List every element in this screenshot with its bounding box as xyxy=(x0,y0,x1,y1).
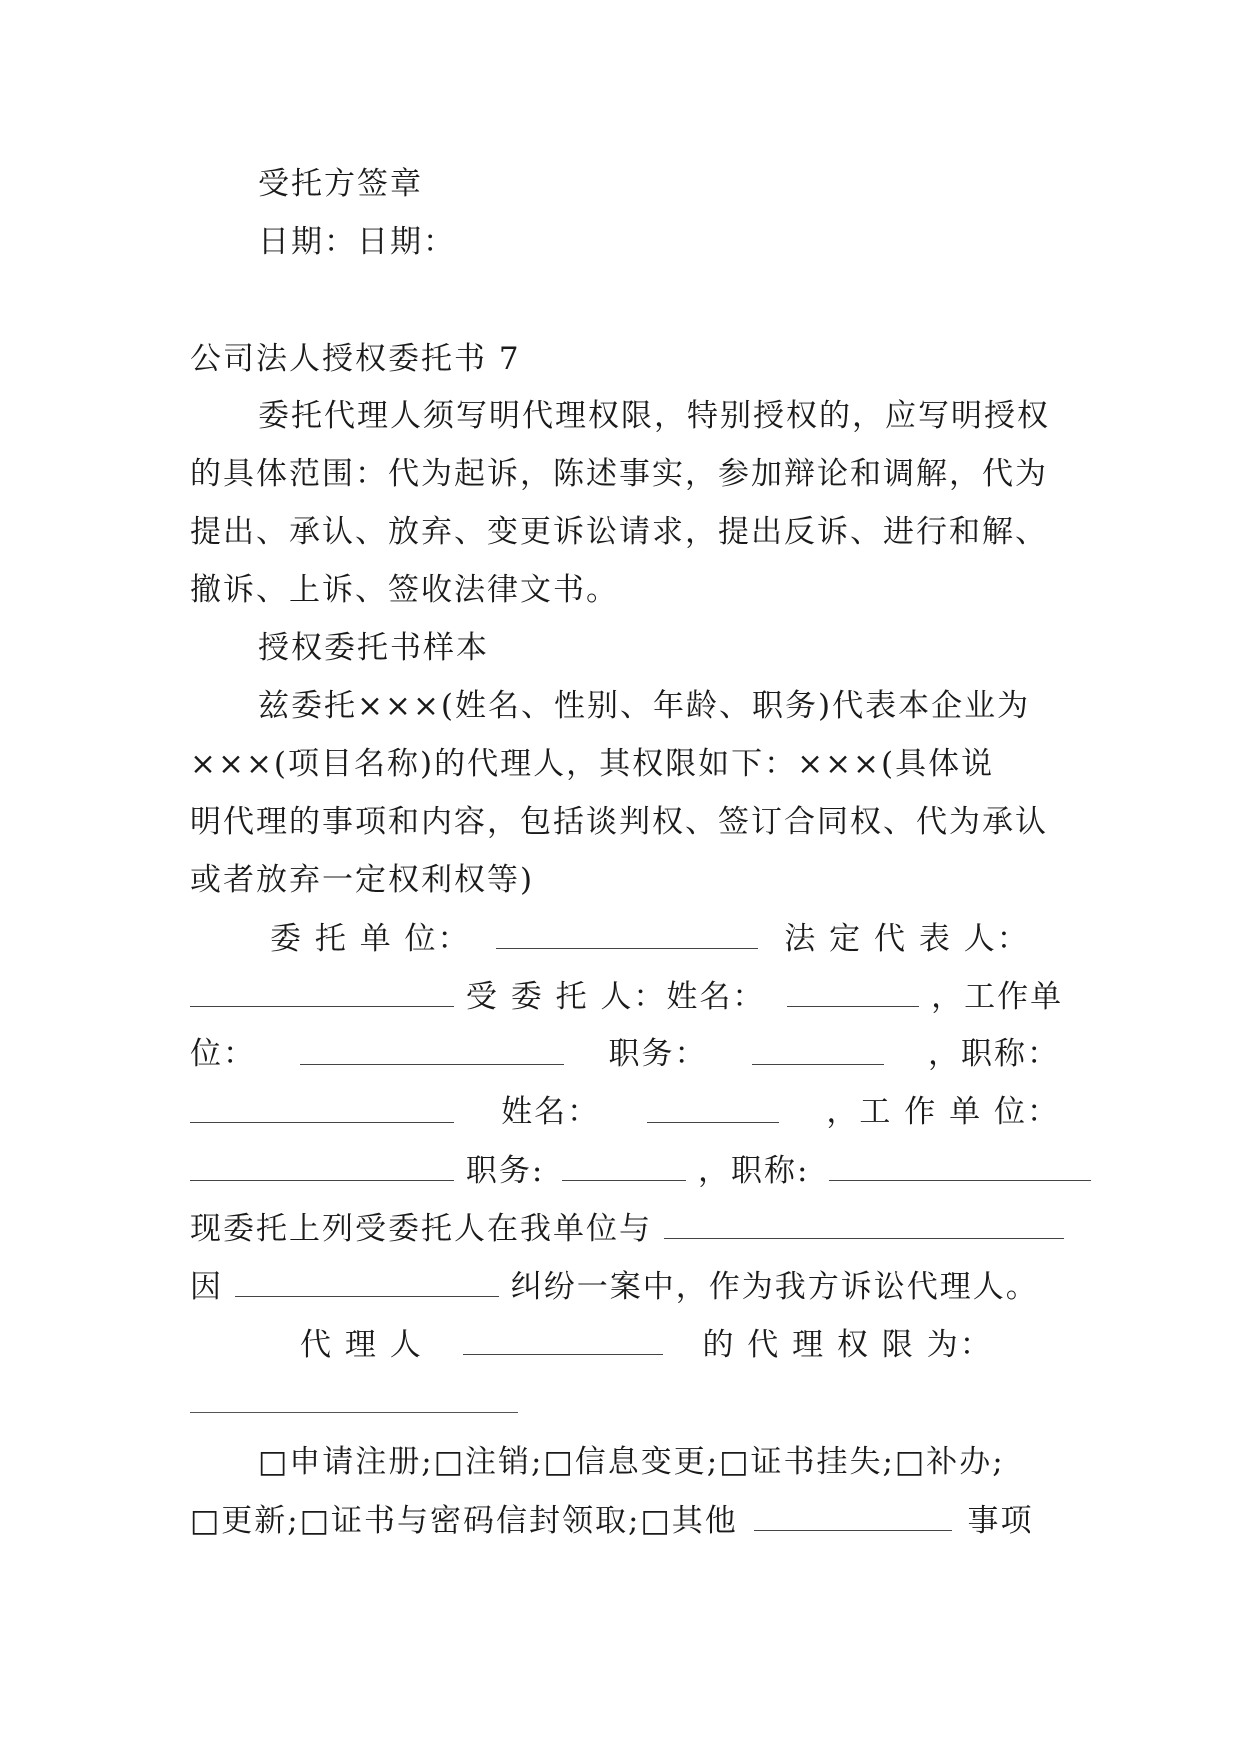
options-line-2 xyxy=(190,1500,1060,1541)
entrust-now-text: 现委托上列受委托人在我单位与 xyxy=(190,1211,652,1247)
entrusting-unit-label: 委 托 单 位： xyxy=(270,921,471,957)
sample-line-1: 兹委托×××(姓名、性别、年龄、职务)代表本企业为 xyxy=(258,688,1031,724)
trustee-label: 受 委 托 人：姓名： xyxy=(465,979,766,1015)
form-row-5 xyxy=(190,1150,1060,1191)
authority-blank[interactable] xyxy=(190,1412,518,1413)
legal-rep-blank[interactable] xyxy=(190,976,454,1007)
other-blank[interactable] xyxy=(754,1500,952,1531)
form-row-1 xyxy=(270,918,1060,959)
sample-line-4: 或者放弃一定权利权等) xyxy=(190,862,535,898)
agent-label: 代 理 人 xyxy=(300,1327,423,1363)
form-row-4 xyxy=(190,1092,1060,1132)
post-blank-1[interactable] xyxy=(752,1034,884,1065)
work-unit-blank-2[interactable] xyxy=(190,1150,454,1181)
form-row-7 xyxy=(190,1266,1060,1307)
trustee-name-blank[interactable] xyxy=(787,976,919,1007)
note-line-3: 提出、承认、放弃、变更诉讼请求，提出反诉、进行和解、 xyxy=(190,514,1048,550)
wei-label: 位： xyxy=(190,1036,256,1072)
dispute-text: 纠纷一案中，作为我方诉讼代理人。 xyxy=(510,1269,1039,1305)
work-unit-label-1: ，工作单 xyxy=(931,979,1064,1015)
date-line: 日期：日期： xyxy=(258,224,456,260)
legal-rep-label: 法 定 代 表 人： xyxy=(784,921,1030,957)
sample-title: 授权委托书样本 xyxy=(258,630,489,666)
name-blank-2[interactable] xyxy=(647,1092,779,1123)
opponent-blank[interactable] xyxy=(664,1208,1064,1239)
agent-blank[interactable] xyxy=(463,1324,663,1355)
options-line-1: □申请注册;□注销;□信息变更;□证书挂失;□补办; xyxy=(258,1444,1005,1480)
trustee-seal-label: 受托方签章 xyxy=(258,166,423,202)
because-text: 因 xyxy=(190,1269,223,1305)
dispute-blank[interactable] xyxy=(235,1266,499,1297)
post-label: 职务： xyxy=(608,1036,708,1072)
options-line-2-text: □更新;□证书与密码信封领取;□其他 xyxy=(190,1503,738,1539)
note-line-4: 撤诉、上诉、签收法律文书。 xyxy=(190,572,619,608)
title-blank-1[interactable] xyxy=(190,1092,454,1123)
form-row-2 xyxy=(190,976,1064,1017)
form-row-6 xyxy=(190,1208,1060,1249)
form-row-8 xyxy=(300,1324,1060,1365)
post-blank-2[interactable] xyxy=(562,1150,686,1181)
title-blank-2[interactable] xyxy=(829,1150,1091,1181)
post-label-2: 职务: xyxy=(465,1153,545,1189)
title-label-1: ，职称： xyxy=(928,1036,1060,1072)
title-label-2: ，职称: xyxy=(698,1153,810,1189)
options-suffix: 事项 xyxy=(967,1503,1034,1539)
form-row-3 xyxy=(190,1034,1060,1074)
authority-label: 的 代 理 权 限 为： xyxy=(702,1327,993,1363)
sample-line-2: ×××(项目名称)的代理人，其权限如下：×××(具体说 xyxy=(190,746,995,782)
note-line-2: 的具体范围：代为起诉，陈述事实，参加辩论和调解，代为 xyxy=(190,456,1048,492)
entrusting-unit-blank[interactable] xyxy=(496,918,758,949)
name-label-2: 姓名： xyxy=(501,1094,601,1130)
work-unit-label-2: ，工 作 单 位： xyxy=(826,1094,1060,1130)
sample-line-3: 明代理的事项和内容，包括谈判权、签订合同权、代为承认 xyxy=(190,804,1048,840)
note-line-1: 委托代理人须写明代理权限，特别授权的，应写明授权 xyxy=(258,398,1050,434)
work-unit-blank-1[interactable] xyxy=(300,1034,564,1065)
section-title: 公司法人授权委托书 7 xyxy=(190,341,521,377)
